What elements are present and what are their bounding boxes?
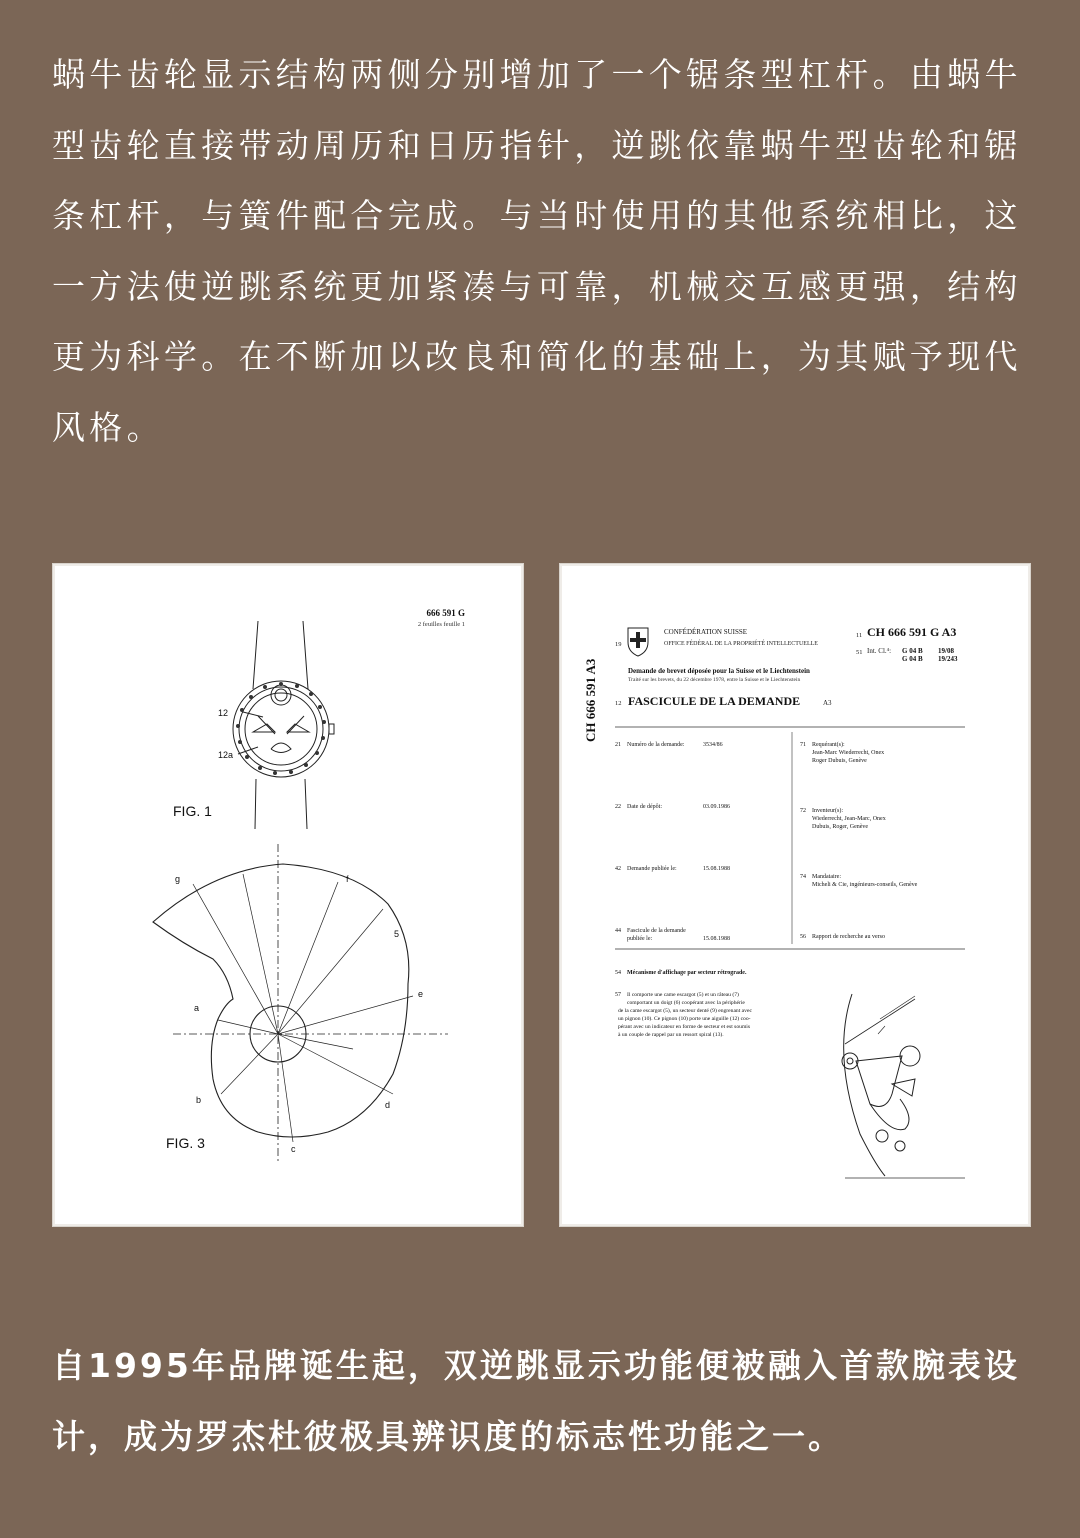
f22-label: Date de dépôt: [627,804,662,810]
f54-num: 54 [615,970,621,976]
f42-value: 15.08.1988 [703,866,730,872]
curve-label-b: b [196,1095,202,1105]
abstract-line-2: comportant un doigt (6) coopérant avec la périphérie [627,1000,745,1006]
num-51: 51 [856,649,863,656]
f72-num: 72 [800,808,806,814]
f22-value: 03.09.1986 [703,804,730,810]
f42-label: Demande publiée le: [627,866,677,872]
abstract-line-5: pérant avec un indicateur en forme de secteur et est soumis [618,1024,751,1030]
patent-drawing [53,564,523,1226]
outro-paragraph: 自1995年品牌诞生起，双逆跳显示功能便被融入首款腕表设计，成为罗杰杜彼极具辨识度的标志性功能之一。 [52,1346,1020,1456]
fig1-label: FIG. 1 [173,803,212,819]
f72-value-1: Wiederrecht, Jean-Marc, Onex [812,816,886,822]
abstract-line-3: de la came escargot (5), un secteur denté (9) engrenant avec [618,1008,752,1014]
num-12: 12 [615,700,622,707]
class-2: G 04 B [902,655,923,663]
f71-value-1: Jean-Marc Wiederrecht, Onex [812,750,885,756]
curve-label-d: d [385,1100,391,1110]
mechanism-drawing [842,994,920,1176]
f21-value: 3534/86 [703,742,723,748]
fig1-bezel-stones [236,682,326,775]
f21-label: Numéro de la demande: [627,742,685,748]
num-11: 11 [856,632,863,639]
abstract-line-6: à un couple de rappel par un ressort spiral (13). [618,1032,724,1038]
curve-label-g: g [175,874,181,884]
f74-label: Mandataire: [812,874,841,880]
f57-num: 57 [615,992,621,998]
f21-num: 21 [615,742,621,748]
f44-value: 15.08.1988 [703,936,730,942]
f56-label: Rapport de recherche au verso [812,934,885,940]
curve-label-e: e [418,989,424,999]
drawing-patent-number: 666 591 G [426,608,465,618]
class-2-num: 19/243 [938,655,958,663]
swiss-cross-icon [628,628,648,656]
f72-value-2: Dubuis, Roger, Genève [812,824,869,830]
num-19: 19 [615,641,622,648]
f54-title: Mécanisme d'affichage par secteur rétrograde. [627,970,747,976]
f71-value-2: Roger Dubuis, Genève [812,758,867,764]
patent-cover-page [559,563,1031,1227]
office-label: OFFICE FÉDÉRAL DE LA PROPRIÉTÉ INTELLECTUELLE [664,641,818,647]
fascicule-suffix: A3 [823,699,832,707]
patent-drawing-sheet [52,563,524,1227]
class-1-num: 19/08 [938,647,954,655]
callout-12a: 12a [218,750,234,760]
f44-label-1: Fascicule de la demande [627,928,686,934]
fig3-label: FIG. 3 [166,1135,205,1151]
f44-num: 44 [615,928,621,934]
curve-label-c: c [291,1144,296,1154]
fig1-watch [233,621,334,829]
vertical-patent-number: CH 666 591 A3 [583,658,598,742]
f71-label: Requérant(s): [812,742,845,748]
curve-label-f: f [346,874,349,884]
f44-label-2: publiée le: [627,936,653,942]
curve-label-5: 5 [394,929,400,939]
demande-title: Demande de brevet déposée pour la Suisse et le Liechtenstein [628,667,810,675]
f42-num: 42 [615,866,621,872]
f74-value: Micheli & Cie, ingénieurs-conseils, Genève [812,882,918,888]
f56-num: 56 [800,934,806,940]
abstract-line-4: un pignon (10). Ce pignon (10) porte une aiguille (12) coo- [618,1016,751,1022]
traite-line: Traité sur les brevets, du 22 décembre 1978, entre la Suisse et le Liechtenstein [628,677,801,683]
abstract-line-1: Il comporte une came escargot (5) et un râteau (7) [627,992,739,998]
callout-12: 12 [218,708,229,718]
int-cl-label: Int. Cl.⁴: [867,647,892,655]
class-1: G 04 B [902,647,923,655]
fascicule-title: FASCICULE DE LA DEMANDE [628,694,801,708]
intro-paragraph: 蜗牛齿轮显示结构两侧分别增加了一个锯条型杠杆。由蜗牛型齿轮直接带动周历和日历指针，逆跳依靠蜗牛型齿轮和锯条杠杆，与簧件配合完成。与当时使用的其他系统相比，这一方法使逆跳系统更加紧凑与可靠，机械交互感更强，结构更为科学。在不断加以改良和简化的基础上，为其赋予现代风格。 [52,55,1022,447]
f74-num: 74 [800,874,806,880]
f72-label: Inventeur(s): [812,808,843,814]
curve-label-a: a [194,1003,200,1013]
confederation-label: CONFÉDÉRATION SUISSE [664,628,748,636]
patent-cover [560,564,1030,1226]
f71-num: 71 [800,742,806,748]
drawing-sheet-info: 2 feuilles feuille 1 [417,621,465,628]
f22-num: 22 [615,804,621,810]
patent-id: CH 666 591 G A3 [867,625,957,639]
